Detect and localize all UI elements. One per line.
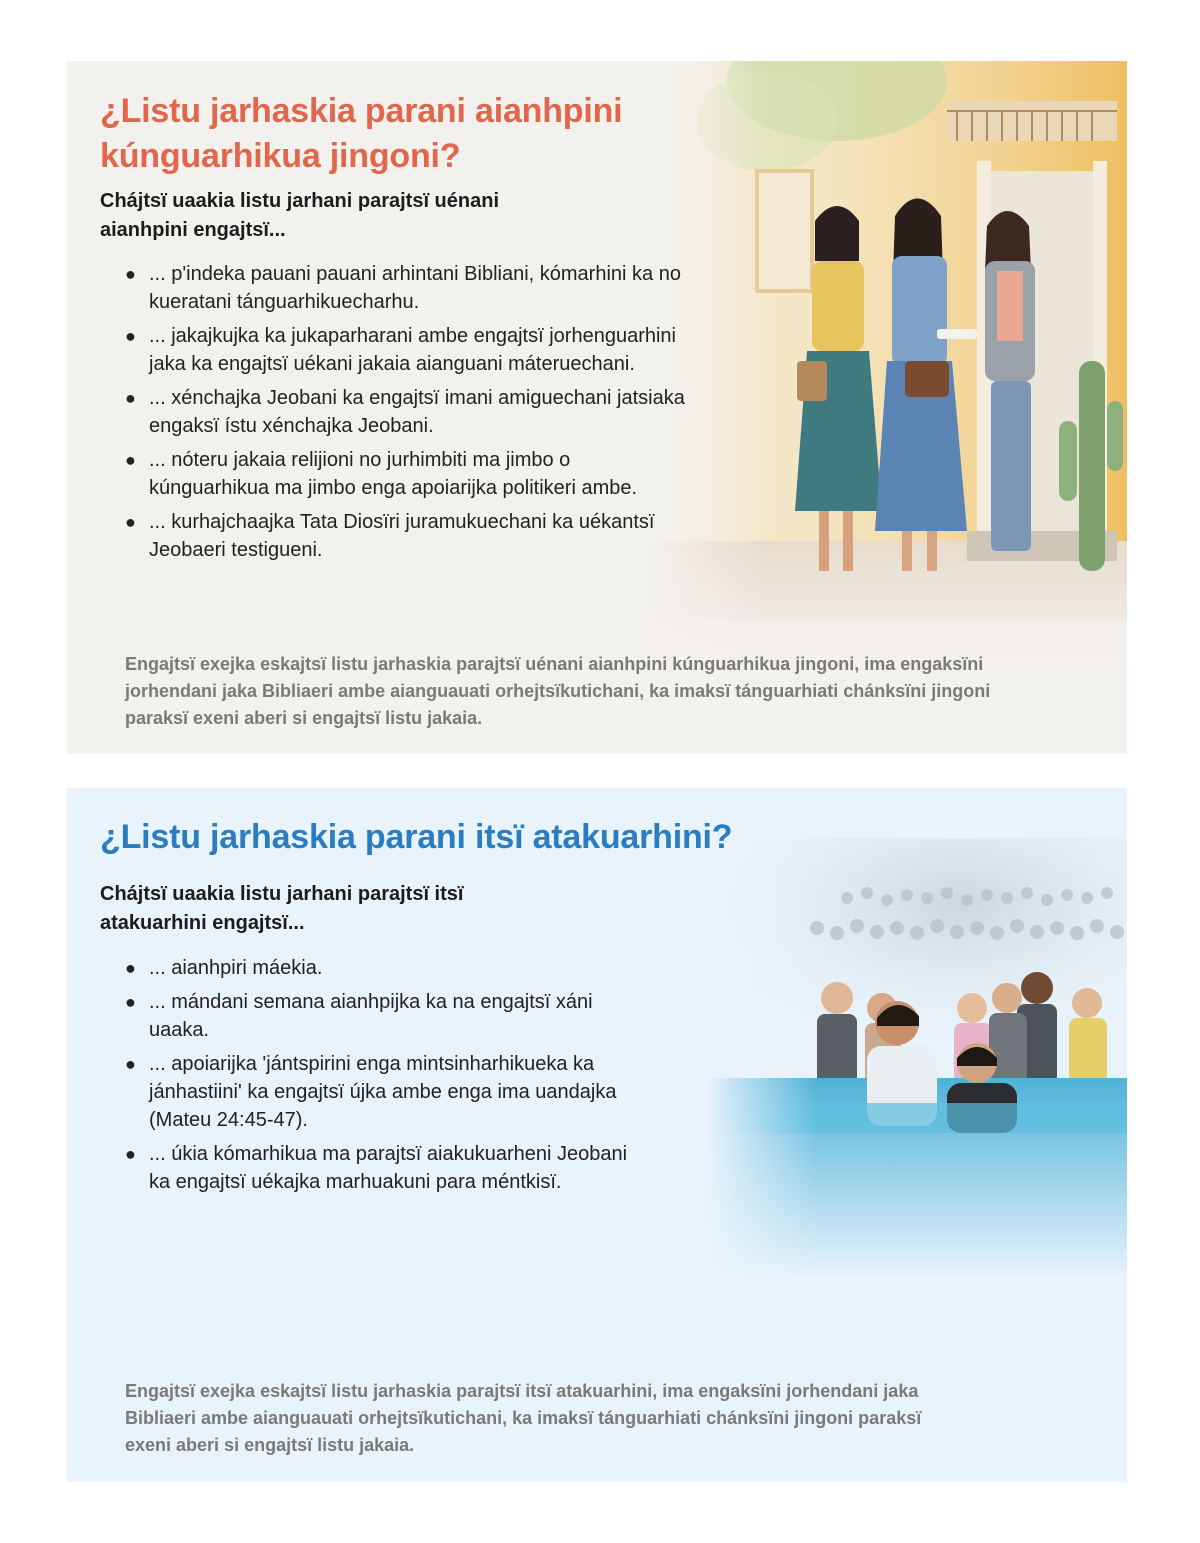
section-intro: Chájtsï uaakia listu jarhani parajtsï uénani aianhpini engajtsï... — [100, 190, 500, 241]
list-item — [125, 446, 685, 502]
section-title: ¿Listu jarhaskia parani aianhpini kúnguarhikua jingoni? — [100, 92, 623, 175]
bullet-icon: ● — [125, 1054, 136, 1074]
list-item — [125, 384, 685, 440]
bullet-icon: ● — [125, 1144, 136, 1164]
list-item — [125, 508, 685, 564]
bullet-icon: ● — [125, 992, 136, 1012]
list-item — [125, 322, 685, 378]
baptism-illustration — [707, 838, 1127, 1278]
list-item-text: ... kurhajchaajka Tata Diosïri juramukuechani ka uékantsï Jeobaeri testigueni. — [149, 511, 655, 561]
list-item-text: ... aianhpiri máekia. — [149, 957, 323, 979]
list-item-text: ... jakajkujka ka jukaparharani ambe engajtsï jorhenguarhini jaka ka engajtsï uékani jakaia aianguani máteruechani. — [149, 325, 676, 375]
list-item-text: ... úkia kómarhikua ma parajtsï aiakukuarheni Jeobani ka engajtsï uékajka marhuakuni para méntkisï. — [149, 1143, 628, 1193]
baptism-section — [67, 788, 1127, 1482]
bullet-icon: ● — [125, 388, 136, 408]
bullet-icon: ● — [125, 958, 136, 978]
section-title: ¿Listu jarhaskia parani itsï atakuarhini? — [100, 818, 733, 856]
list-item-text: ... p'indeka pauani pauani arhintani Bibliani, kómarhini ka no kueratani tánguarhikuecharhu. — [149, 263, 681, 313]
section-note: Engajtsï exejka eskajtsï listu jarhaskia parajtsï itsï atakuarhini, ima engaksïni jorhendani jaka Bibliaeri ambe aianguauati orhejtsïkutichani, ka imaksï tánguarhiati chánksïni jingoni paraksï exeni aberi si engajtsï listu jakaia. — [125, 1381, 922, 1455]
list-item — [125, 988, 645, 1044]
list-item-text: ... mándani semana aianhpijka ka na engajtsï xáni uaaka. — [149, 991, 593, 1041]
door-to-door-illustration — [647, 61, 1127, 661]
section-note: Engajtsï exejka eskajtsï listu jarhaskia parajtsï uénani aianhpini kúnguarhikua jingoni, ima engaksïni jorhendani jaka Bibliaeri ambe aianguauati orhejtsïkutichani, ka imaksï tánguarhiati chánksïni jingoni paraksï exeni aberi si engajtsï listu jakaia. — [125, 654, 991, 728]
list-item — [125, 1140, 645, 1196]
section-intro: Chájtsï uaakia listu jarhani parajtsï itsï atakuarhini engajtsï... — [100, 883, 464, 934]
bullet-icon: ● — [125, 264, 136, 284]
ministers-section — [67, 61, 1127, 754]
requirements-list — [125, 260, 685, 570]
list-item — [125, 260, 685, 316]
bullet-icon: ● — [125, 450, 136, 470]
list-item-text: ... nóteru jakaia relijioni no jurhimbiti ma jimbo o kúnguarhikua ma jimbo enga apoiarijka politikeri ambe. — [149, 449, 638, 499]
list-item — [125, 1050, 645, 1134]
list-item — [125, 954, 645, 982]
bullet-icon: ● — [125, 326, 136, 346]
bullet-icon: ● — [125, 512, 136, 532]
requirements-list — [125, 954, 645, 1202]
list-item-text: ... apoiarijka 'jántspirini enga mintsinharhikueka ka jánhastiini' ka engajtsï újka ambe enga ima uandajka (Mateu 24:45-47). — [149, 1053, 617, 1131]
list-item-text: ... xénchajka Jeobani ka engajtsï imani amiguechani jatsiaka engaksï ístu xénchajka Jeobani. — [149, 387, 685, 437]
